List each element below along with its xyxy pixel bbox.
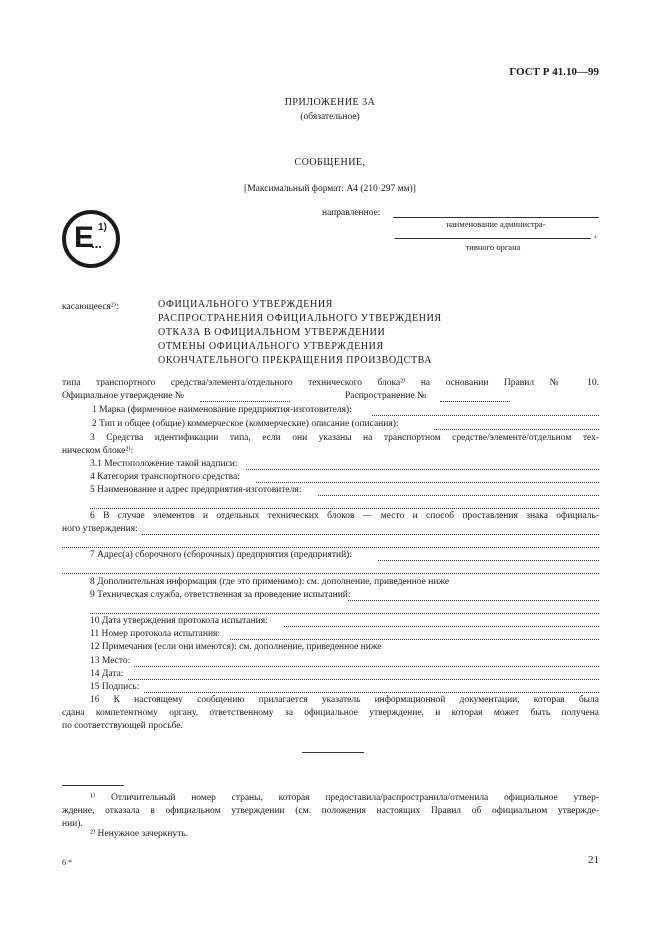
admin-name-line-2: [395, 238, 591, 239]
footnote-rule: [62, 785, 124, 786]
admin-line-comma: ,: [594, 230, 597, 240]
concerning-label: касающееся²⁾:: [62, 302, 119, 312]
item-15-field: [144, 682, 599, 693]
footnote-1-line-2: ждение, отказала в официальном утверждении (см. положения настоящих Правил об официальном утвержде-: [62, 806, 599, 816]
e-mark-symbol: [60, 208, 122, 270]
item-1-label: 1 Марка (фирменное наименование предприятия-изготовителя):: [92, 405, 352, 415]
extension-number-label: Распространение №: [345, 391, 427, 401]
max-format-note: [Максимальный формат: А4 (210·297 мм)]: [244, 184, 416, 194]
item-9-label: 9 Техническая служба, ответственная за проведение испытаний:: [90, 590, 351, 600]
item-2-label: 2 Тип и общее (общие) коммерческое (коммерческие) описание (описания):: [92, 419, 399, 429]
item-7-field: [378, 550, 599, 561]
item-7-label: 7 Адрес(а) сборочного (сборочных) предприятия (предприятий):: [90, 550, 352, 560]
item-3-line-2: ническом блоке²⁾:: [62, 446, 134, 456]
item-5-label: 5 Наименование и адрес предприятия-изготовителя:: [90, 485, 302, 495]
item-6-line-2: ного утверждения:: [62, 524, 138, 534]
item-9-field: [348, 590, 599, 601]
item-4-label: 4 Категория транспортного средства:: [90, 472, 240, 482]
item-5-field-continued: [90, 498, 599, 509]
concerning-option: ОТКАЗА В ОФИЦИАЛЬНОМ УТВЕРЖДЕНИИ: [158, 327, 386, 338]
concerning-option: ОКОНЧАТЕЛЬНОГО ПРЕКРАЩЕНИЯ ПРОИЗВОДСТВА: [158, 355, 433, 366]
communication-title: СООБЩЕНИЕ,: [294, 157, 366, 168]
item-6-field-continued: [62, 537, 599, 548]
item-13-label: 13 Место:: [90, 656, 131, 666]
item-6-field: [142, 524, 599, 535]
concerning-option: РАСПРОСТРАНЕНИЯ ОФИЦИАЛЬНОГО УТВЕРЖДЕНИЯ: [158, 313, 442, 324]
item-13-field: [134, 656, 599, 667]
e-mark-dots: ...: [91, 236, 102, 251]
item-16-line-1: 16 К настоящему сообщению прилагается указатель информационной документации, которая была: [90, 695, 599, 705]
item-14-label: 14 Дата:: [90, 669, 124, 679]
concerning-option: ОТМЕНЫ ОФИЦИАЛЬНОГО УТВЕРЖДЕНИЯ: [158, 341, 384, 352]
item-12-label: 12 Примечания (если они имеются): см. дополнение, приведенное ниже: [90, 642, 382, 652]
item-11-label: 11 Номер протокола испытания:: [90, 629, 221, 639]
section-divider: [302, 752, 364, 753]
annex-title: ПРИЛОЖЕНИЕ 3А: [284, 97, 376, 108]
item-8-label: 8 Дополнительная информация (где это применимо): см. дополнение, приведенное ниже: [90, 577, 450, 587]
item-3-1-label: 3.1 Местоположение такой надписи:: [90, 459, 238, 469]
item-2-field: [434, 419, 599, 430]
item-16-line-2: сдана компетентному органу, ответственному за официальное утверждение, и которая может быть получена: [62, 708, 599, 718]
e-mark-footnote: 1): [98, 222, 107, 233]
item-16-line-3: по соответствующей просьбе.: [62, 721, 183, 731]
admin-caption-1: наименование администра-: [446, 219, 546, 229]
concerning-option: ОФИЦИАЛЬНОГО УТВЕРЖДЕНИЯ: [158, 299, 333, 310]
approval-number-label: Официальное утверждение №: [62, 391, 184, 401]
concerning-options: [158, 298, 442, 368]
item-3-line-1: 3 Средства идентификации типа, если они указаны на транспортном средстве/элементе/отдельном тех-: [90, 433, 599, 443]
footnote-2: ²⁾ Ненужное зачеркнуть.: [90, 829, 189, 839]
item-5-field: [318, 485, 599, 496]
annex-status: (обязательное): [300, 112, 360, 122]
admin-name-line-1: [393, 217, 599, 218]
item-1-field: [372, 405, 599, 416]
standard-code: ГОСТ Р 41.10—99: [509, 66, 599, 78]
approval-number-field: [200, 391, 290, 402]
item-11-field: [230, 629, 599, 640]
footnote-1-line-1: ¹⁾ Отличительный номер страны, которая предоставила/распространила/отменила официальное утвер-: [90, 793, 599, 803]
sent-by-label: направленное:: [322, 208, 381, 218]
item-6-line-1: 6 В случае элементов и отдельных технических блоков — место и способ проставления знака официаль-: [90, 511, 599, 521]
page-number: 21: [588, 854, 599, 866]
item-3-1-field: [246, 459, 599, 470]
signature-mark: 6 *: [62, 858, 72, 867]
admin-caption-2: тивного органа: [465, 242, 521, 252]
item-14-field: [128, 669, 599, 680]
item-7-field-continued: [62, 563, 599, 574]
extension-number-field: [440, 391, 510, 402]
item-10-label: 10 Дата утверждения протокола испытания:: [90, 616, 268, 626]
e-mark-letter: E: [74, 221, 95, 254]
footnote-1-line-3: нии).: [62, 819, 83, 829]
item-9-field-continued: [90, 603, 599, 614]
item-10-field: [284, 616, 599, 627]
type-line: типа транспортного средства/элемента/отдельного технического блока²⁾ на основании Правил № 10.: [62, 378, 599, 388]
item-15-label: 15 Подпись:: [90, 682, 140, 692]
item-4-field: [256, 472, 599, 483]
